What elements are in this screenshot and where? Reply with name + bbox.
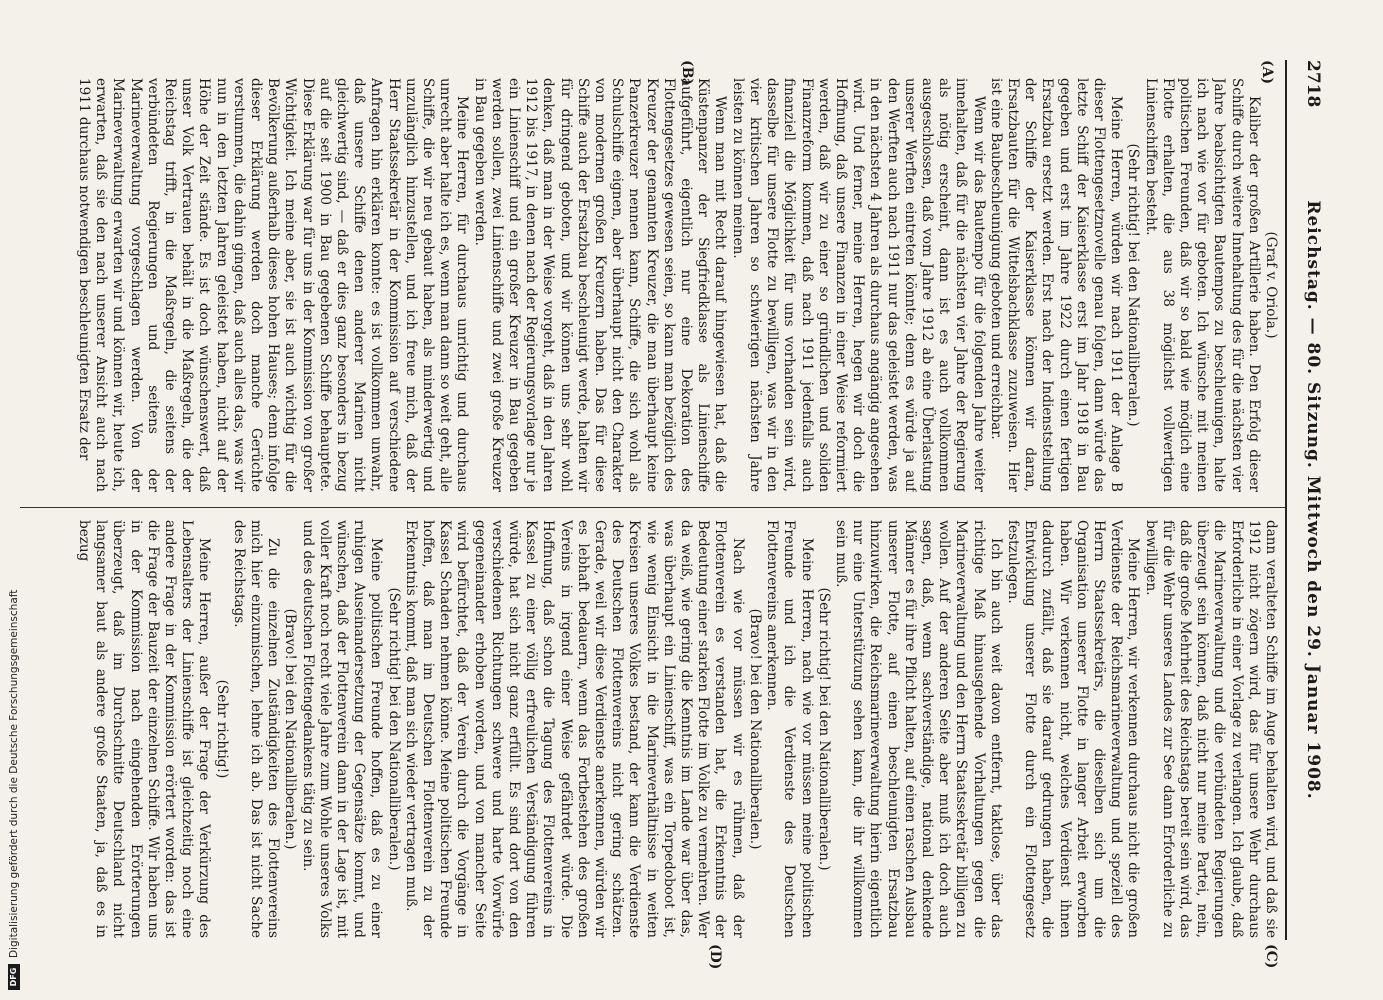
paragraph: Meine Herren, für durchaus unrichtig und durchaus unrecht aber halte ich es, wenn man dann so weit geht, alle Schiffe, die wir neu gebaut haben, als minderwertig und unzulänglich hinzustellen, und ich freue mich, daß der Herr Staatssekretär in der Kommission auf verschiedene Anfragen hin erklären konnte: es ist vollkommen unwahr, daß unsere Schiffe denen anderer Marinen nicht gleichwertig sind, — daß er dies ganz besonders in bezug auf die seit 1900 in Bau gegebenen Schiffe behauptete. Diese Erklärung war für uns in der Kommission von großer Wichtigkeit. Ich meine aber, sie ist auch wichtig für die Bevölkerung außerhalb dieses hohen Hauses; denn infolge dieser Erklärung werden doch manche Gerüchte verstummen, die dahin gingen, daß auch alles das, was wir nun in den letzten Jahren geleistet haben, nicht auf der Höhe der Zeit stände. Es ist doch wünschenswert, daß unser Volk Vertrauen behält in die Maßregeln, die der Reichstag trifft, in die Maßregeln, die seitens der verbündeten Regierungen und seitens der Marineverwaltung vorgeschlagen werden. Von der Marineverwaltung erwarten wir und können wir, heute ich, erwarten, daß sie den nach unserer Ansicht auch nach 1911 durchaus notwendigen beschleunigten Ersatz der: [75, 78, 471, 492]
left-column: [20, 78, 1279, 492]
paragraph: Meine politischen Freunde hoffen, daß es zu einer ruhigen Auseinandersetzung der Gegensätze kommt, und wünschen, daß der Flottenverein dann in der Lage ist, mit voller Kraft noch recht viele Jahre zum Wohle unseres Volks und des deutschen Flottengedankens tätig zu sein.: [299, 520, 385, 938]
interjection: (Bravo! bei den Nationalliberalen.): [282, 608, 299, 850]
paragraph: dann veralteten Schiffe im Auge behalten wird, und daß sie 1912 nicht zögern wird, das für unsere Wehr durchaus Erforderliche in einer Vorlage zu verlangen. Ich glaube, daß die Marineverwaltung und die verbündeten Regierungen überzeugt sein können, daß nicht nur meine Partei, nein, daß die große Mehrheit des Reichstags bereit sein wird, das für die Wehr unseres Landes zur See dann Erforderliche zu bewilligen.: [1142, 520, 1279, 938]
paragraph: Meine Herren, außer der Frage der Verkürzung des Lebensalters der Linienschiffe ist gleichzeitig noch eine andere Frage in der Kommission erörtert worden: das ist die Frage der Bauzeit der einzelnen Schiffe. Wir haben uns in der Kommission nach eingehenden Erörterungen überzeugt, daß im Durchschnitte Deutschland nicht langsamer baut als andere große Staaten, ja, daß es in bezug: [75, 520, 213, 938]
column-divider: [20, 507, 1285, 508]
dfg-logo: DFG: [8, 964, 20, 990]
margin-marker-d: (D): [707, 944, 723, 970]
margin-marker-a: (A): [1259, 60, 1275, 85]
paragraph: Meine Herren, wir verkennen durchaus nicht die großen Verdienste der Reichsmarineverwaltung und speziell des Herrn Staatssekretärs, die dieselben sich um die Organisation unserer Flotte in langer Arbeit erworben haben. Wir verkennen nicht, welches Verdienst ihnen dadurch zufällt, daß sie darauf gedrungen haben, die Entwicklung unserer Flotte durch ein Flottengesetz festzulegen.: [1004, 520, 1142, 938]
right-column: [20, 520, 1279, 938]
interjection: (Sehr richtig!): [213, 679, 230, 779]
paragraph: Zu die einzelnen Zuständigkeiten des Flottenvereins mich hier einzumischen, lehne ich ab. Das ist nicht Sache des Reichstags.: [230, 520, 282, 938]
margin-marker-b: (B): [679, 60, 695, 86]
interjection: (Sehr richtig! bei den Nationalliberalen.): [815, 587, 832, 871]
page-number: 2718: [1303, 60, 1323, 108]
interjection: (Sehr richtig! bei den Nationalliberalen.): [385, 587, 402, 871]
page-header: [1293, 60, 1323, 940]
paragraph: Kaliber der großen Artillerie haben. Den Erfolg dieser Schiffe durch weitere Innehaltung des für die nächsten vier Jahre beabsichtigten Bautempos zu beschleunigen, halte ich nach wie vor für geboten. Ich wünsche mit meinen politischen Freunden, daß wir so bald wie möglich eine Flotte erhalten, die aus 38 möglichst vollwertigen Linienschiffen besteht.: [1142, 78, 1262, 492]
paragraph: Meine Herren, nach wie vor müssen meine politischen Freunde und ich die Verdienste des Deutschen Flottenvereins anerkennen.: [764, 520, 815, 938]
interjection: (Sehr richtig! bei den Nationalliberalen.): [1125, 143, 1142, 427]
paragraph: Wenn man mit Recht darauf hingewiesen hat, daß die Küstenpanzer der Siegfriedklasse als Linienschiffe aufgeführt, eigentlich nur eine Dekoration des Flottengesetzes gewesen seien, so kann man bezüglich des Kreuzer der genannten Kreuzer, die man überhaupt keine Panzerkreuzer nennen kann, Schiffe, die sich wohl als Schulschiffe eignen, aber überhaupt nicht den Charakter von modernen großen Kreuzern haben. Das für diese Schiffe auch der Ersatzbau beschleunigt werde, halten wir für dringend geboten, und wir können uns sehr wohl denken, daß man in der Weise vorgeht, daß in den Jahren 1912 bis 1917, in denen nach der Regierungsvorlage nur je ein Linienschiff und ein großer Kreuzer in Bau gegeben werden sollen, zwei Linienschiffe und zwei große Kreuzer in Bau gegeben werden.: [471, 78, 729, 492]
paragraph: Wenn wir das Bautempo für die folgenden Jahre weiter innehalten, daß für die nächsten vier Jahre der Regierung als nötig erscheint, dann ist es auch vollkommen ausgeschlossen, daß vom Jahre 1912 ab eine Überlastung unserer Werften eintreten könnte; denn es würde ja auf den Werften auch nach 1911 nur das geleistet werden, was in den nächsten 4 Jahren als durchaus angängig angesehen wird. Und ferner, meine Herren, hegen wir doch die Hoffnung, daß unsere Finanzen in einer Weise reformiert werden, daß wir zu einer so gründlichen und soliden Finanzreform kommen, daß nach 1911 jedenfalls auch finanziell die Möglichkeit für uns vorhanden sein wird, dasselbe für unsere Flotte zu bewilligen, was wir in den vier kritischen Jahren so schwierigen nächsten Jahre leisten zu können meinen.: [729, 78, 987, 492]
speaker-name: (Graf v. Oriola.): [1263, 231, 1279, 339]
paragraph: Nach wie vor müssen wir es rühmen, daß der Flottenverein es verstanden hat, die Erkenntnis der Bedeutung einer starken Flotte im Volke zu vermehren. Wer da weiß, wie gering die Kenntnis im Lande war über das, was überhaupt ein Linienschiff, was ein Torpedoboot ist, wie wenig Einsicht in die Marineverhältnisse in weiten Kreisen unseres Volkes bestand, der kann die Verdienste des Deutschen Flottenvereins nicht gering schätzen. Gerade, weil wir diese Verdienste anerkennen, würden wir es lebhaft bedauern, wenn das Fortbestehen des großen Vereins in irgend einer Weise gefährdet würde. Die Hoffnung, daß schon die Tagung des Flottenvereins in Kassel zu einer völlig erfreulichen Verständigung führen würde, hat sich nicht ganz erfüllt. Es sind dort von den verschiedenen Richtungen schwere und harte Vorwürfe gegeneinander erhoben worden, und von mancher Seite wird befürchtet, daß der Verein durch die Vorgänge in Kassel Schaden nehmen könne. Meine politischen Freunde hoffen, daß man im Deutschen Flottenverein zu der Erkenntnis kommt, daß man sich wieder vertragen muß.: [402, 520, 746, 938]
margin-marker-c: (C): [1263, 944, 1279, 969]
page-title: Reichstag. — 80. Sitzung. Mittwoch den 29. Januar 1908.: [1303, 200, 1323, 800]
header-rule: [1285, 60, 1287, 940]
paragraph: Meine Herren, würden wir nach 1911 der Anlage B dieser Flottengesetznovelle genau folgen, dann würde das letzte Schiff der Kaiserklasse erst im Jahr 1918 in Bau gegeben und erst im Jahre 1922 durch einen fertigen Ersatzbau ersetzt werden. Erst nach der Indienststellung der Schiffe der Kaiserklasse können wir daran, Ersatzbauten für die Wittelsbachklasse zuzuweisen. Hier ist eine Baubeschleunigung geboten und erreichbar.: [987, 78, 1125, 492]
interjection: (Bravo! bei den Nationalliberalen.): [746, 608, 763, 850]
paragraph: Ich bin auch weit davon entfernt, taktlose, über das richtige Maß hinausgehende Vorhaltungen gegen die Marineverwaltung und den Herrn Staatssekretär billigen zu wollen. Auf der anderen Seite aber muß ich doch auch sagen, daß, wenn sachverständige, national denkende Männer es für ihre Pflicht halten, auf einen raschen Ausbau unserer Flotte, auf einen beschleunigten Ersatzbau hinzuwirken, die Reichsmarineverwaltung hierin eigentlich nur eine Unterstützung sehen kann, die ihr willkommen sein muß.: [832, 520, 1004, 938]
digitization-credit-text: Digitalisierung gefördert durch die Deutsche Forschungsgemeinschaft: [8, 589, 20, 958]
